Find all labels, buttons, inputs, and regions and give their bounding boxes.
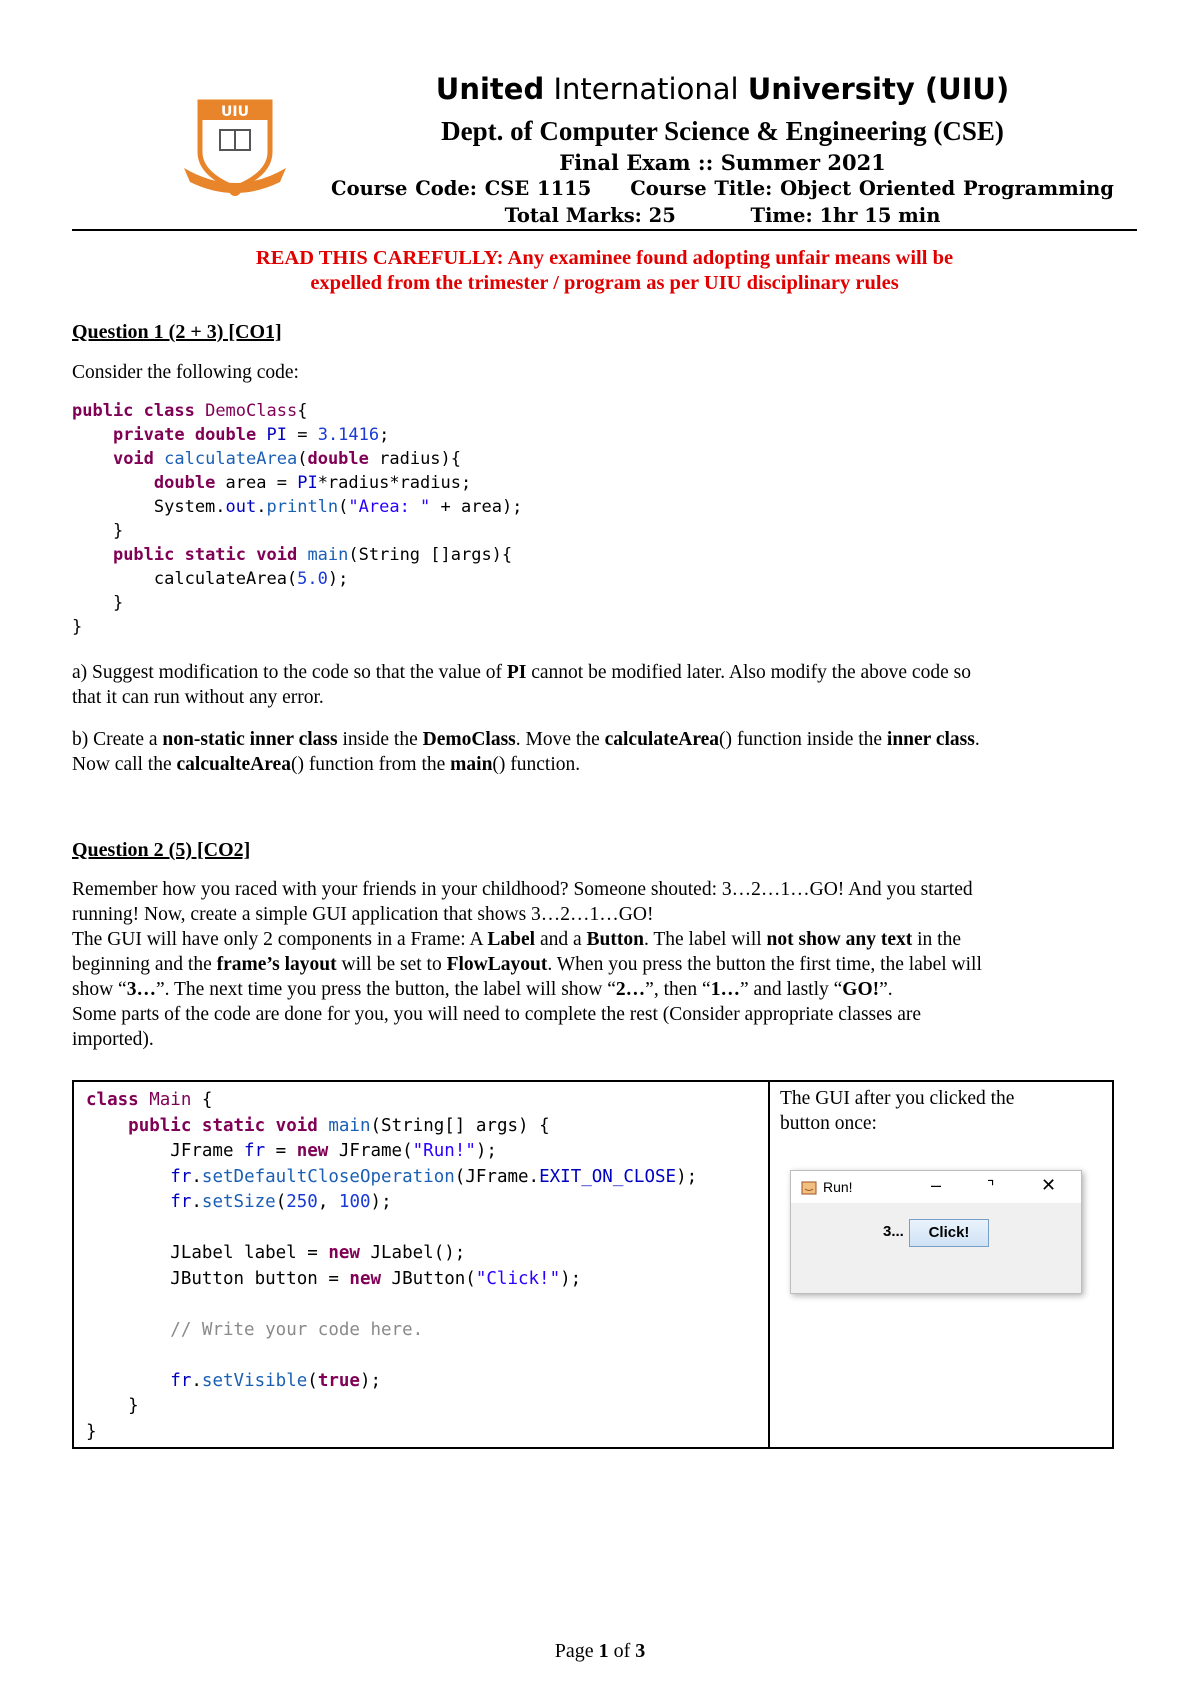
course-line [300, 177, 1145, 200]
university-name: United International University (UIU) [435, 72, 1010, 106]
department: Dept. of Computer Science & Engineering (CSE) [441, 116, 1004, 146]
q2-description: Remember how you raced with your friends in your childhood? Someone shouted: 3…2…1…GO! And you started running! Now, create a simple GUI application that shows 3…2…1…GO! The GUI will have only 2 components in a Frame: A Label and a Button. The label will not show any text in the beginning and the frame’s layout will be set to FlowLayout. When you press the button the first time, the label will show “3…”. The next time you press the button, the label will show “2…”, then “1…” and lastly “GO!”. Some parts of the code are done for you, you will need to complete the rest (Consider appropriate classes are imported). [72, 879, 982, 1050]
uiu-logo [180, 90, 290, 200]
exam-time: Time: 1hr 15 min [750, 204, 941, 227]
q1-part-b: b) Create a non-static inner class inside the DemoClass. Move the calculateArea() function inside the inner class. Now call the calcualteArea() function from the main() function. [72, 729, 980, 775]
gui-label: 3... [883, 1223, 904, 1240]
q2-heading: Question 2 (5) [CO2] [72, 839, 251, 861]
q1-part-a: a) Suggest modification to the code so that the value of PI cannot be modified later. Also modify the above code so that it can run without any error. [72, 662, 971, 708]
gui-title: Run! [823, 1179, 853, 1195]
close-icon: ✕ [1041, 1175, 1057, 1195]
maximize-icon: ⌝ [987, 1179, 995, 1196]
gui-screenshot [790, 1170, 1082, 1294]
q2-code-block: class Main { public static void main(String[] args) { JFrame fr = new JFrame("Run!"); fr.setDefaultCloseOperation(JFrame.EXIT_ON_CLOSE); fr.setSize(250, 100); JLabel label = new JLabel(); JButton button = new JButton("Click!"); // Write your code here. fr.setVisible(true); } } [86, 1090, 698, 1442]
minimize-icon: – [931, 1175, 942, 1195]
q1-heading: Question 1 (2 + 3) [CO1] [72, 321, 282, 343]
course-title: Course Title: Object Oriented Programming [630, 177, 1114, 200]
marks-line [300, 204, 1145, 227]
gui-click-button: Click! [909, 1219, 989, 1247]
exam-title: Final Exam :: Summer 2021 [559, 150, 886, 175]
header-divider [72, 229, 1137, 231]
logo-text: UIU [221, 104, 249, 120]
java-icon [801, 1179, 817, 1195]
q1-intro: Consider the following code: [72, 362, 299, 383]
gui-titlebar [791, 1171, 1081, 1203]
gui-caption: The GUI after you clicked the button once: [780, 1088, 1015, 1134]
q1-code-block: public class DemoClass{ private double PI = 3.1416; void calculateArea(double radius){ double area = PI*radius*radius; System.out.println("Area: " + area); } public static void main(String []args){ calculateArea(5.0); } } [72, 401, 523, 637]
page-footer: Page 1 of 3 [554, 1640, 646, 1662]
warning-notice: READ THIS CAREFULLY: Any examinee found adopting unfair means will be expelled from the trimester / program as per UIU disciplinary rules [255, 247, 954, 294]
total-marks: Total Marks: 25 [504, 204, 676, 227]
course-code: Course Code: CSE 1115 [331, 177, 592, 200]
